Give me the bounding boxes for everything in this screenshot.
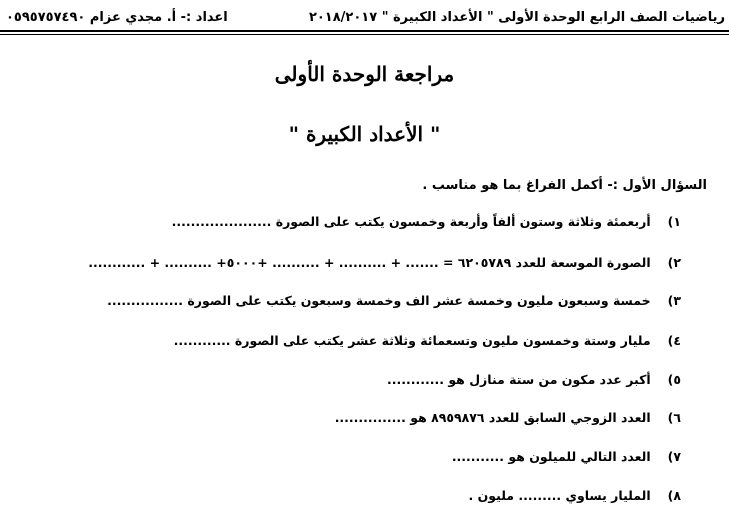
page-title: مراجعة الوحدة الأولى — [274, 62, 455, 86]
question-text: المليار يساوي ......... مليون . — [468, 488, 651, 503]
question-number: ٥) — [667, 372, 681, 387]
header-author-text: اعداد :- أ. مجدي عزام ٠٥٩٥٧٥٧٤٩٠ — [6, 10, 228, 25]
question-number: ٤) — [667, 333, 681, 348]
question-number: ١) — [667, 214, 681, 229]
question-text: العدد التالي للميلون هو ........... — [451, 449, 651, 464]
header-divider-thick — [0, 30, 729, 32]
question-number: ٢) — [667, 255, 681, 270]
question-item-1 — [172, 214, 681, 229]
question-item-6 — [335, 410, 681, 425]
question-item-4 — [174, 333, 681, 348]
question-item-8 — [469, 488, 682, 503]
question-text: الصورة الموسعة للعدد ٦٢٠٥٧٨٩ = ....... + .......... + .......... +٥٠٠٠+ .......... + ............ — [88, 255, 651, 270]
question-number: ٧) — [667, 449, 681, 464]
header-divider-thin — [0, 34, 729, 35]
question-item-5 — [387, 372, 681, 387]
question-text: العدد الزوجي السابق للعدد ٨٩٥٩٨٧٦ هو ............... — [334, 410, 651, 425]
page-subtitle: " الأعداد الكبيرة " — [288, 122, 441, 146]
question-number: ٨) — [667, 488, 681, 503]
header-subject-text: رياضيات الصف الرابع الوحدة الأولى " الأعداد الكبيرة " ٢٠١٨/٢٠١٧ — [308, 10, 725, 25]
question-text: أكبر عدد مكون من ستة منازل هو ............ — [387, 372, 651, 387]
question-item-3 — [107, 293, 681, 308]
question-text: مليار وستة وخمسون مليون وتسعمائة وثلاثة عشر يكتب على الصورة ............ — [173, 333, 651, 348]
question-number: ٣) — [667, 293, 681, 308]
page-header — [0, 0, 729, 30]
question-heading: السؤال الأول :- أكمل الفراغ بما هو مناسب . — [422, 178, 707, 193]
question-number: ٦) — [667, 410, 681, 425]
question-text: خمسة وسبعون مليون وخمسة عشر الف وخمسة وسبعون يكتب على الصورة ................ — [107, 293, 651, 308]
question-item-7 — [452, 449, 681, 464]
question-item-2 — [88, 255, 681, 270]
question-text: أربعمئة وثلاثة وستون ألفاً وأربعة وخمسون يكتب على الصورة ..................... — [171, 214, 651, 229]
